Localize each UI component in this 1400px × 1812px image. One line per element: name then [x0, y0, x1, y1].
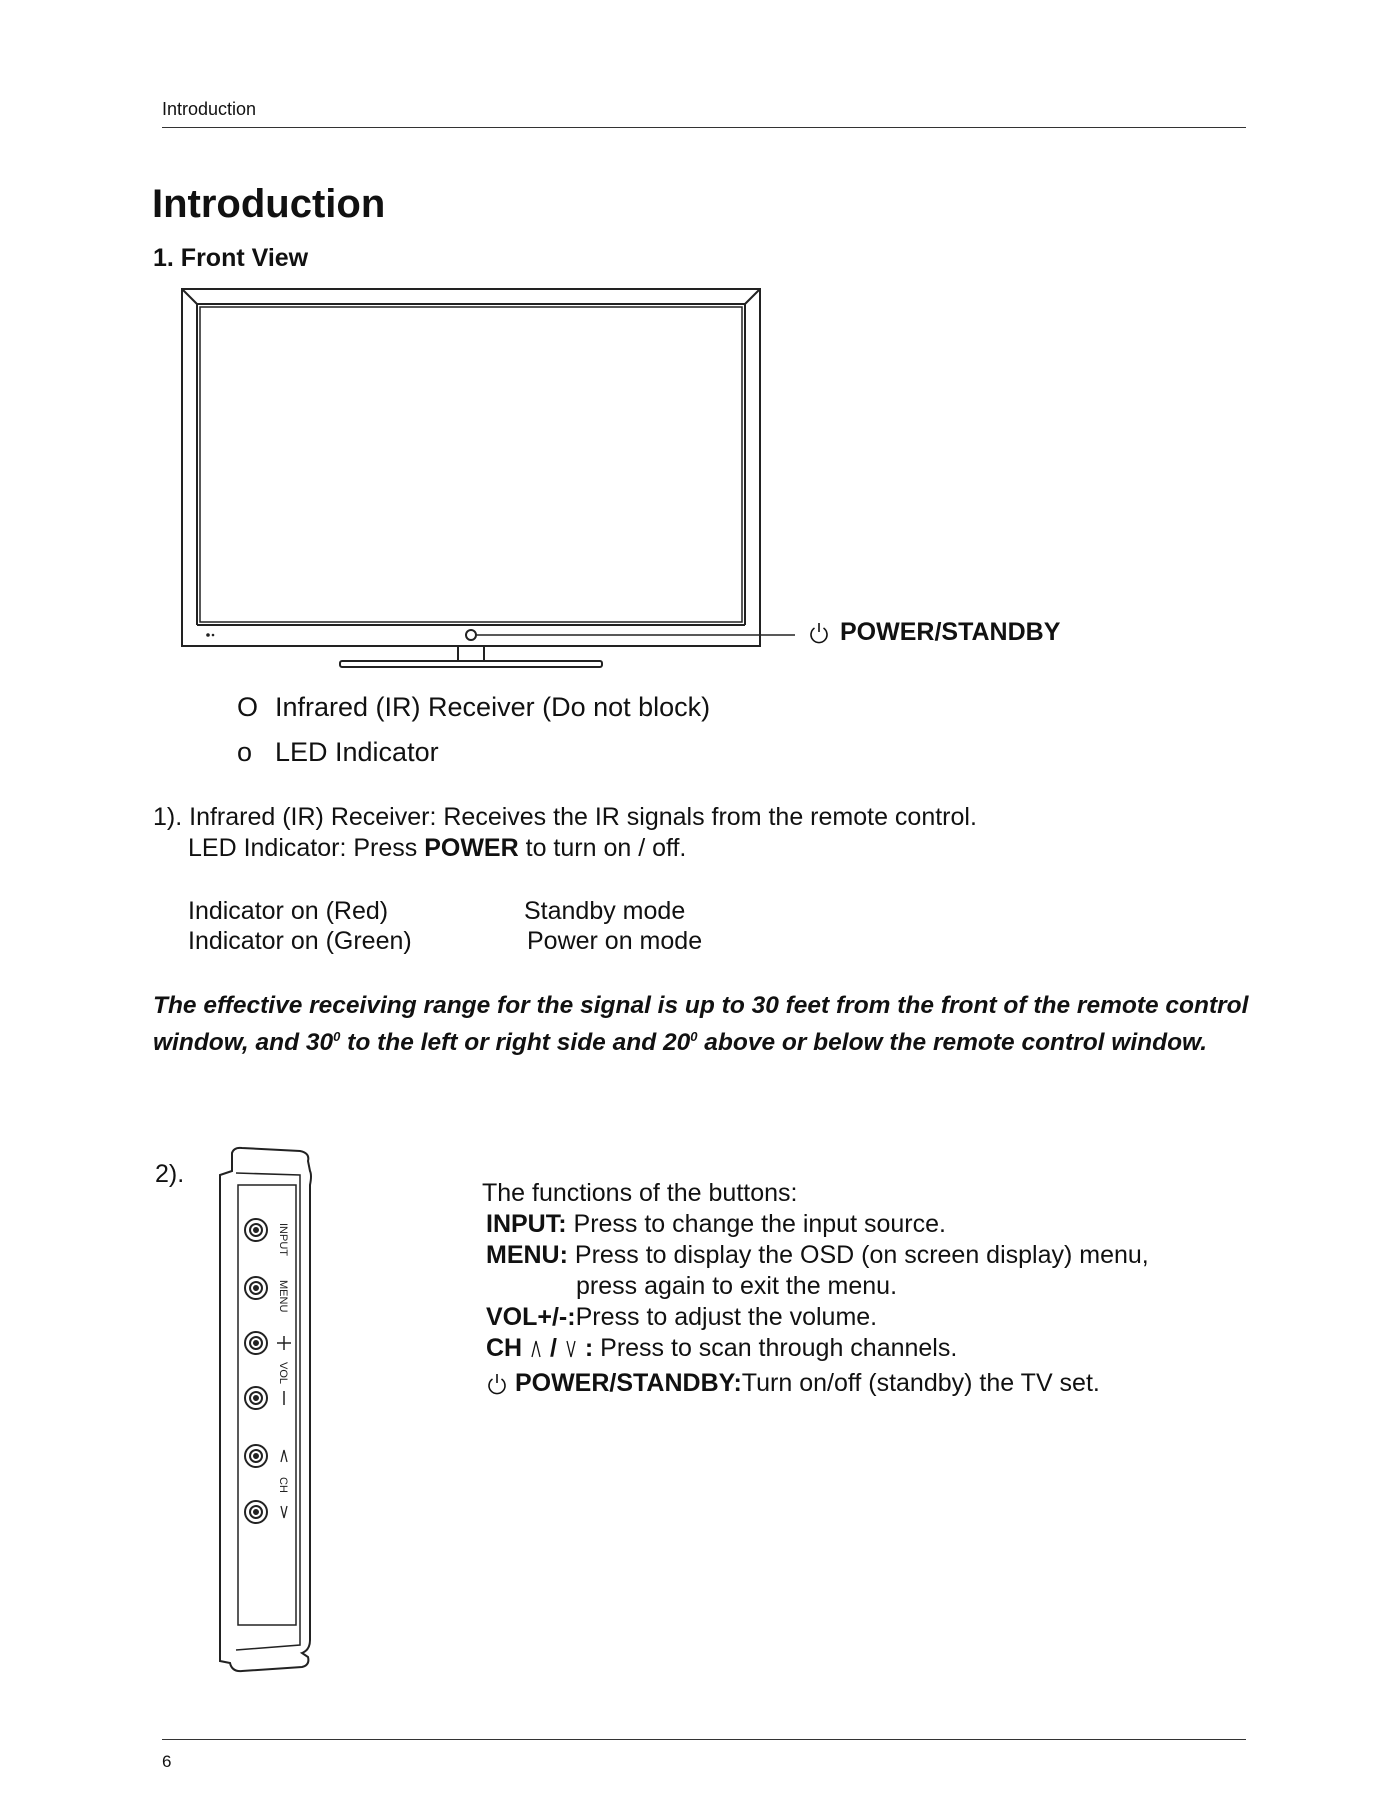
ch-up-button-icon: [245, 1445, 267, 1467]
function-power: POWER/STANDBY:Turn on/off (standby) the TV set.: [482, 1368, 1149, 1399]
legend-item-led: [237, 737, 439, 768]
menu-button-label: MENU: [277, 1280, 289, 1313]
footer-divider: [162, 1739, 1246, 1740]
input-button-icon: [245, 1219, 267, 1241]
indicator-red-label: Indicator on (Red): [188, 897, 389, 925]
chevron-up-icon: [529, 1339, 543, 1359]
power-keyword: POWER: [424, 834, 519, 862]
legend-label: LED Indicator: [275, 737, 439, 767]
indicator-green-mode: Power on mode: [527, 927, 703, 955]
receiver-description: 1). Infrared (IR) Receiver: Receives the IR signals from the remote control.: [153, 803, 977, 831]
legend-item-ir: [237, 692, 710, 723]
led-description: LED Indicator: Press POWER to turn on / off.: [188, 834, 687, 862]
legend-symbol: o: [237, 737, 253, 767]
power-button-icon: [466, 630, 476, 640]
function-ch: CH / : Press to scan through channels.: [486, 1334, 958, 1362]
power-standby-label: POWER/STANDBY: [840, 618, 1061, 646]
function-input: INPUT: Press to change the input source.: [486, 1210, 946, 1238]
indicator-green-label: Indicator on (Green): [188, 927, 412, 955]
ch-label: CH: [277, 1477, 289, 1493]
ir-receiver-icon: [206, 633, 210, 637]
vol-down-button-icon: [245, 1387, 267, 1409]
power-standby-callout: [808, 618, 1060, 647]
tv-stand-base: [340, 661, 602, 667]
chevron-down-icon: [564, 1339, 578, 1359]
step-2-label: 2).: [155, 1160, 185, 1188]
menu-button-icon: [245, 1277, 267, 1299]
vol-up-button-icon: [245, 1332, 267, 1354]
functions-intro: The functions of the buttons:: [482, 1179, 798, 1207]
function-menu: MENU: Press to display the OSD (on screen display) menu,: [486, 1241, 1149, 1269]
header-divider: [162, 127, 1246, 128]
ch-down-button-icon: [245, 1501, 267, 1523]
function-menu-continued: press again to exit the menu.: [576, 1272, 898, 1300]
legend-symbol: O: [237, 692, 259, 722]
input-button-label: INPUT: [277, 1223, 289, 1256]
tv-screen: [200, 307, 742, 622]
power-icon: [808, 621, 830, 645]
indicator-red-mode: Standby mode: [524, 897, 686, 925]
power-icon: [486, 1372, 508, 1396]
vol-label: VOL: [277, 1362, 289, 1385]
tv-bezel-outer: [182, 289, 760, 646]
running-header: Introduction: [162, 99, 257, 119]
led-indicator-icon: [212, 634, 215, 637]
front-view-heading: 1. Front View: [153, 244, 309, 272]
range-note: The effective receiving range for the signal is up to 30 feet from the front of the remote control window, and $30^0$ to the left or right side and $20^0$ above or below the remote control window.: [153, 992, 1249, 1057]
tv-front-illustration: [175, 285, 815, 670]
side-panel-illustration: [210, 1145, 320, 1680]
page-number: 6: [162, 1752, 172, 1771]
function-vol: VOL+/-:Press to adjust the volume.: [486, 1303, 878, 1331]
button-functions: [482, 1178, 1149, 1399]
legend-label: Infrared (IR) Receiver (Do not block): [275, 692, 711, 722]
page-title: Introduction: [152, 182, 386, 226]
